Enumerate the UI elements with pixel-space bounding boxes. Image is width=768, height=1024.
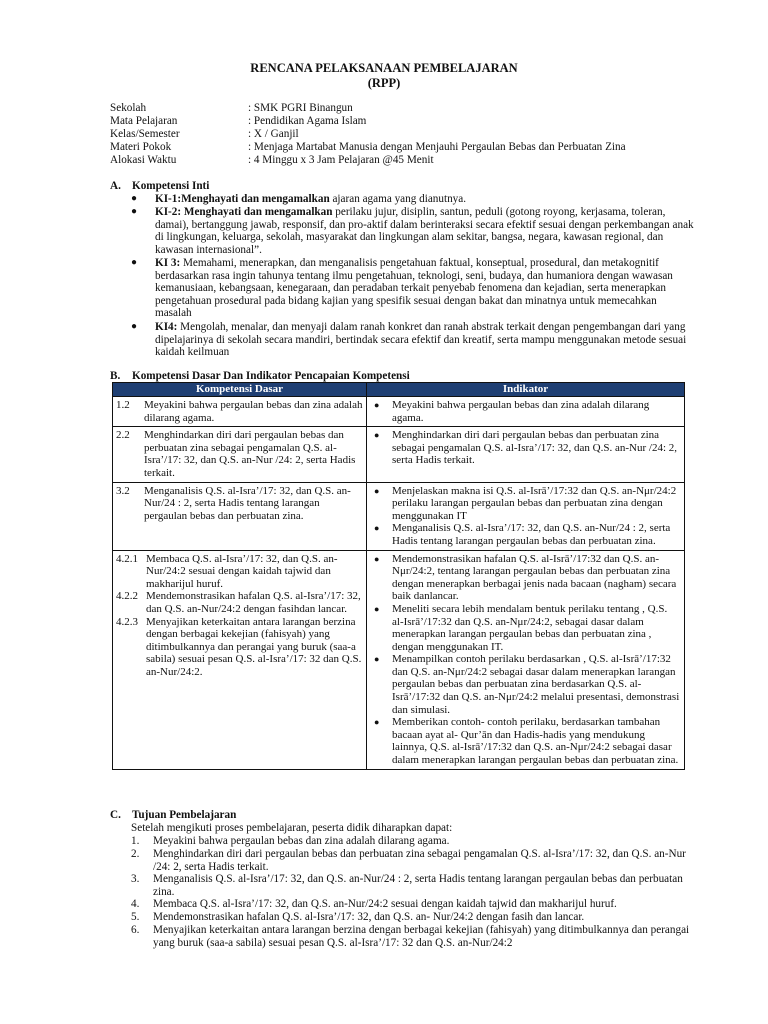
item-number: 2. xyxy=(131,848,140,860)
table-row xyxy=(113,427,685,482)
info-label: Mata Pelajaran xyxy=(110,115,178,127)
info-row-alokasi-waktu xyxy=(110,154,730,167)
indikator-cell xyxy=(367,397,685,427)
indikator-item xyxy=(370,429,681,467)
col-header-kd: Kompetensi Dasar xyxy=(113,383,367,397)
indikator-item xyxy=(370,522,681,547)
info-value: : X / Ganjil xyxy=(248,128,299,140)
table-header-row xyxy=(113,383,685,397)
doc-title: RENCANA PELAKSANAAN PEMBELAJARAN xyxy=(250,61,518,75)
kd-text: Menyajikan keterkaitan antara larangan berzina dengan berbagai kekejian (fahisyah) yang ditimbulkannya dan perangai yang buruk (saa-a sabila) sesuai pesan Q.S. al-Isra’/17: 32 dan Q.S. an-Nur/24:2. xyxy=(146,615,362,678)
item-number: 5. xyxy=(131,911,140,923)
indikator-item xyxy=(370,553,681,603)
section-title: Kompetensi Dasar Dan Indikator Pencapaian Kompetensi xyxy=(132,370,410,382)
indikator-cell xyxy=(367,482,685,550)
info-row-mata-pelajaran xyxy=(110,115,730,128)
table-row xyxy=(113,397,685,427)
bullet-icon: ● xyxy=(131,257,138,268)
table-row xyxy=(113,550,685,769)
kd-text: Mendemonstrasikan hafalan Q.S. al-Isra’/17: 32, dan Q.S. an-Nur/24:2 dengan fasihdan lancar. xyxy=(146,590,361,615)
indikator-text: Menjelaskan makna isi Q.S. al-Isrā’/17:32 dan Q.S. an-Nμr/24:2 perilaku larangan pergaulan bebas dan perbuatan zina dengan menggunakan IT xyxy=(392,484,677,522)
ki-text: perilaku jujur, disiplin, santun, peduli (gotong royong, kerjasama, toleran, damai), bertanggung jawab, responsif, dan pro-aktif dalam berinteraksi secara efektif sesuai dengan perkembangan anak di lingkungan, keluarga, sekolah, masyarakat dan lingkungan alam sekitar, bangsa, negara, kawasan regional, dan kawasan internasional”. xyxy=(155,206,694,256)
ki-head: KI-1:Menghayati dan mengamalkan xyxy=(155,193,330,205)
ki-head: KI-2: Menghayati dan mengamalkan xyxy=(155,206,333,218)
kd-cell xyxy=(113,397,367,427)
kd-item xyxy=(116,553,363,591)
indikator-cell xyxy=(367,550,685,769)
info-value: : SMK PGRI Binangun xyxy=(248,102,353,114)
kd-cell xyxy=(113,482,367,550)
bullet-icon: ● xyxy=(131,321,138,332)
section-c-heading xyxy=(110,809,236,822)
section-a-heading xyxy=(110,180,209,193)
kd-item xyxy=(116,590,363,615)
doc-subtitle: (RPP) xyxy=(367,76,401,90)
indikator-text: Meyakini bahwa pergaulan bebas dan zina adalah dilarang agama. xyxy=(392,399,650,424)
kd-item xyxy=(116,485,363,523)
info-row-materi-pokok xyxy=(110,141,730,154)
indikator-text: Menghindarkan diri dari pergaulan bebas dan perbuatan zina sebagai pengamalan Q.S. al-Isra’/17: 32, dan Q.S. an-Nur /24: 2, serta Hadis terkait. xyxy=(392,429,678,467)
kd-number: 4.2.3 xyxy=(116,615,138,628)
kd-indikator-table xyxy=(112,382,685,770)
item-number: 1. xyxy=(131,835,140,847)
indikator-item xyxy=(370,399,681,424)
info-row-sekolah xyxy=(110,102,730,115)
table-row xyxy=(113,482,685,550)
kd-item xyxy=(116,399,363,424)
bullet-icon: ● xyxy=(374,400,380,410)
bullet-icon: ● xyxy=(374,523,380,534)
section-title: Kompetensi Inti xyxy=(132,180,210,192)
info-value: : Pendidikan Agama Islam xyxy=(248,115,367,127)
kd-number: 2.2 xyxy=(116,429,130,442)
section-b-heading xyxy=(110,370,410,383)
tujuan-intro: Setelah mengikuti proses pembelajaran, peserta didik diharapkan dapat: xyxy=(131,822,453,834)
ki-text: ajaran agama yang dianutnya. xyxy=(329,193,467,205)
indikator-item xyxy=(370,716,681,766)
ki-text: Mengolah, menalar, dan menyaji dalam ranah konkret dan ranah abstrak terkait dengan pengembangan dari yang dipelajarinya di sekolah secara mandiri, bertindak secara efektif dan kreatif, serta mampu menggunakan metode sesuai kaidah keilmuan xyxy=(155,321,687,359)
section-title: Tujuan Pembelajaran xyxy=(132,809,237,821)
bullet-icon: ● xyxy=(131,206,138,217)
info-label: Kelas/Semester xyxy=(110,128,180,140)
kd-number: 4.2.2 xyxy=(116,590,138,603)
bullet-icon: ● xyxy=(374,430,380,441)
item-text: Menganalisis Q.S. al-Isra’/17: 32, dan Q.S. an-Nur/24 : 2, serta Hadis tentang larangan pergaulan bebas dan perbuatan zina. xyxy=(153,873,683,898)
kd-text: Membaca Q.S. al-Isra’/17: 32, dan Q.S. an-Nur/24:2 sesuai dengan kaidah tajwid dan makharijul huruf. xyxy=(146,552,338,590)
kd-number: 1.2 xyxy=(116,399,130,411)
info-value: : 4 Minggu x 3 Jam Pelajaran @45 Menit xyxy=(248,154,434,166)
item-text: Membaca Q.S. al-Isra’/17: 32, dan Q.S. an-Nur/24:2 sesuai dengan kaidah tajwid dan makharijul huruf. xyxy=(153,898,617,910)
bullet-icon: ● xyxy=(374,717,380,728)
bullet-icon: ● xyxy=(374,603,380,614)
bullet-icon: ● xyxy=(374,485,380,496)
bullet-icon: ● xyxy=(374,553,380,564)
indikator-item xyxy=(370,603,681,653)
info-label: Materi Pokok xyxy=(110,141,172,153)
indikator-item xyxy=(370,653,681,716)
item-text: Menghindarkan diri dari pergaulan bebas dan perbuatan zina sebagai pengamalan Q.S. al-Isra’/17: 32, dan Q.S. an-Nur /24: 2, serta Hadis terkait. xyxy=(153,848,686,873)
item-number: 4. xyxy=(131,898,140,910)
bullet-icon: ● xyxy=(131,193,138,204)
item-text: Menyajikan keterkaitan antara larangan berzina dengan berbagai kekejian (fahisyah) yang ditimbulkannya dan perangai yang buruk (saa-a sabila) sesuai pesan Q.S. al-Isra’/17: 32 dan Q.S. an-Nur/24:2 xyxy=(153,924,690,949)
indikator-cell xyxy=(367,427,685,482)
section-letter: B. xyxy=(110,370,121,382)
col-header-indikator: Indikator xyxy=(367,383,685,397)
indikator-text: Meneliti secara lebih mendalam bentuk perilaku tentang , Q.S. al-Isrā’/17:32 dan Q.S. an-Nμr/24:2, sebagai dasar dalam menerapkan larangan pergaulan bebas dan perbuatan zina , dengan menggunakan IT. xyxy=(392,602,668,653)
item-text: Meyakini bahwa pergaulan bebas dan zina adalah dilarang agama. xyxy=(153,835,450,847)
kd-text: Menghindarkan diri dari pergaulan bebas dan perbuatan zina sebagai pengamalan Q.S. al-Isra’/17: 32, dan Q.S. an-Nur /24: 2, serta Hadis terkait. xyxy=(144,429,356,479)
indikator-item xyxy=(370,485,681,523)
section-letter: A. xyxy=(110,180,121,192)
info-row-kelas-semester xyxy=(110,128,730,141)
ki-head: KI 3: xyxy=(155,257,181,269)
info-label: Sekolah xyxy=(110,102,147,114)
kd-cell xyxy=(113,550,367,769)
kd-number: 4.2.1 xyxy=(116,552,138,565)
bullet-icon: ● xyxy=(374,654,380,665)
kd-number: 3.2 xyxy=(116,484,130,497)
kd-item xyxy=(116,616,363,679)
indikator-text: Menampilkan contoh perilaku berdasarkan , Q.S. al-Isrā’/17:32 dan Q.S. an-Nμr/24:2 sebagai dasar dalam menerapkan larangan pergaulan bebas dan perbuatan zina berdasarkan Q.S. al-Isrā’/17:32 dan Q.S. an-Nμr/24:2 melalui presentasi, demonstrasi dan simulasi. xyxy=(392,653,680,716)
info-value: : Menjaga Martabat Manusia dengan Menjauhi Pergaulan Bebas dan Perbuatan Zina xyxy=(248,141,626,153)
indikator-text: Menganalisis Q.S. al-Isra’/17: 32, dan Q.S. an-Nur/24 : 2, serta Hadis tentang larangan pergaulan bebas dan perbuatan zina. xyxy=(392,522,671,547)
item-number: 6. xyxy=(131,924,140,936)
section-letter: C. xyxy=(110,809,121,821)
ki-text: Memahami, menerapkan, dan menganalisis pengetahuan faktual, konseptual, prosedural, dan metakognitif berdasarkan rasa ingin tahunya tentang ilmu pengetahuan, teknologi, seni, budaya, dan humaniora dengan wawasan kemanusiaan, kebangsaan, kenegaraan, dan peradaban terkait penyebab fenomena dan kejadian, serta menerapkan pengetahuan prosedural pada bidang kajian yang spesifik sesuai dengan bakat dan minatnya untuk memecahkan masalah xyxy=(155,257,673,320)
indikator-text: Memberikan contoh- contoh perilaku, berdasarkan tambahan bacaan ayat al- Qur’ān dan Hadis-hadis yang mendukung lainnya, Q.S. al-Isrā’/17:32 dan Q.S. an-Nμr/24:2 sebagai dasar dalam menerapkan larangan pergaulan bebas dan perbuatan zina. xyxy=(392,716,679,767)
kd-cell xyxy=(113,427,367,482)
item-number: 3. xyxy=(131,873,140,885)
info-label: Alokasi Waktu xyxy=(110,154,177,166)
kd-text: Meyakini bahwa pergaulan bebas dan zina adalah dilarang agama. xyxy=(144,399,363,424)
item-text: Mendemonstrasikan hafalan Q.S. al-Isra’/17: 32, dan Q.S. an- Nur/24:2 dengan fasih dan lancar. xyxy=(153,911,585,923)
indikator-text: Mendemonstrasikan hafalan Q.S. al-Isrā’/17:32 dan Q.S. an-Nμr/24:2, tentang larangan pergaulan bebas dan perbuatan zina dengan menerapkan berbagai jenis nada bacaan (nagham) secara baik danlancar. xyxy=(392,552,677,603)
ki-head: KI4: xyxy=(155,321,178,333)
kd-item xyxy=(116,429,363,479)
kd-text: Menganalisis Q.S. al-Isra’/17: 32, dan Q.S. an-Nur/24 : 2, serta Hadis tentang larangan pergaulan bebas dan perbuatan zina. xyxy=(144,484,351,522)
